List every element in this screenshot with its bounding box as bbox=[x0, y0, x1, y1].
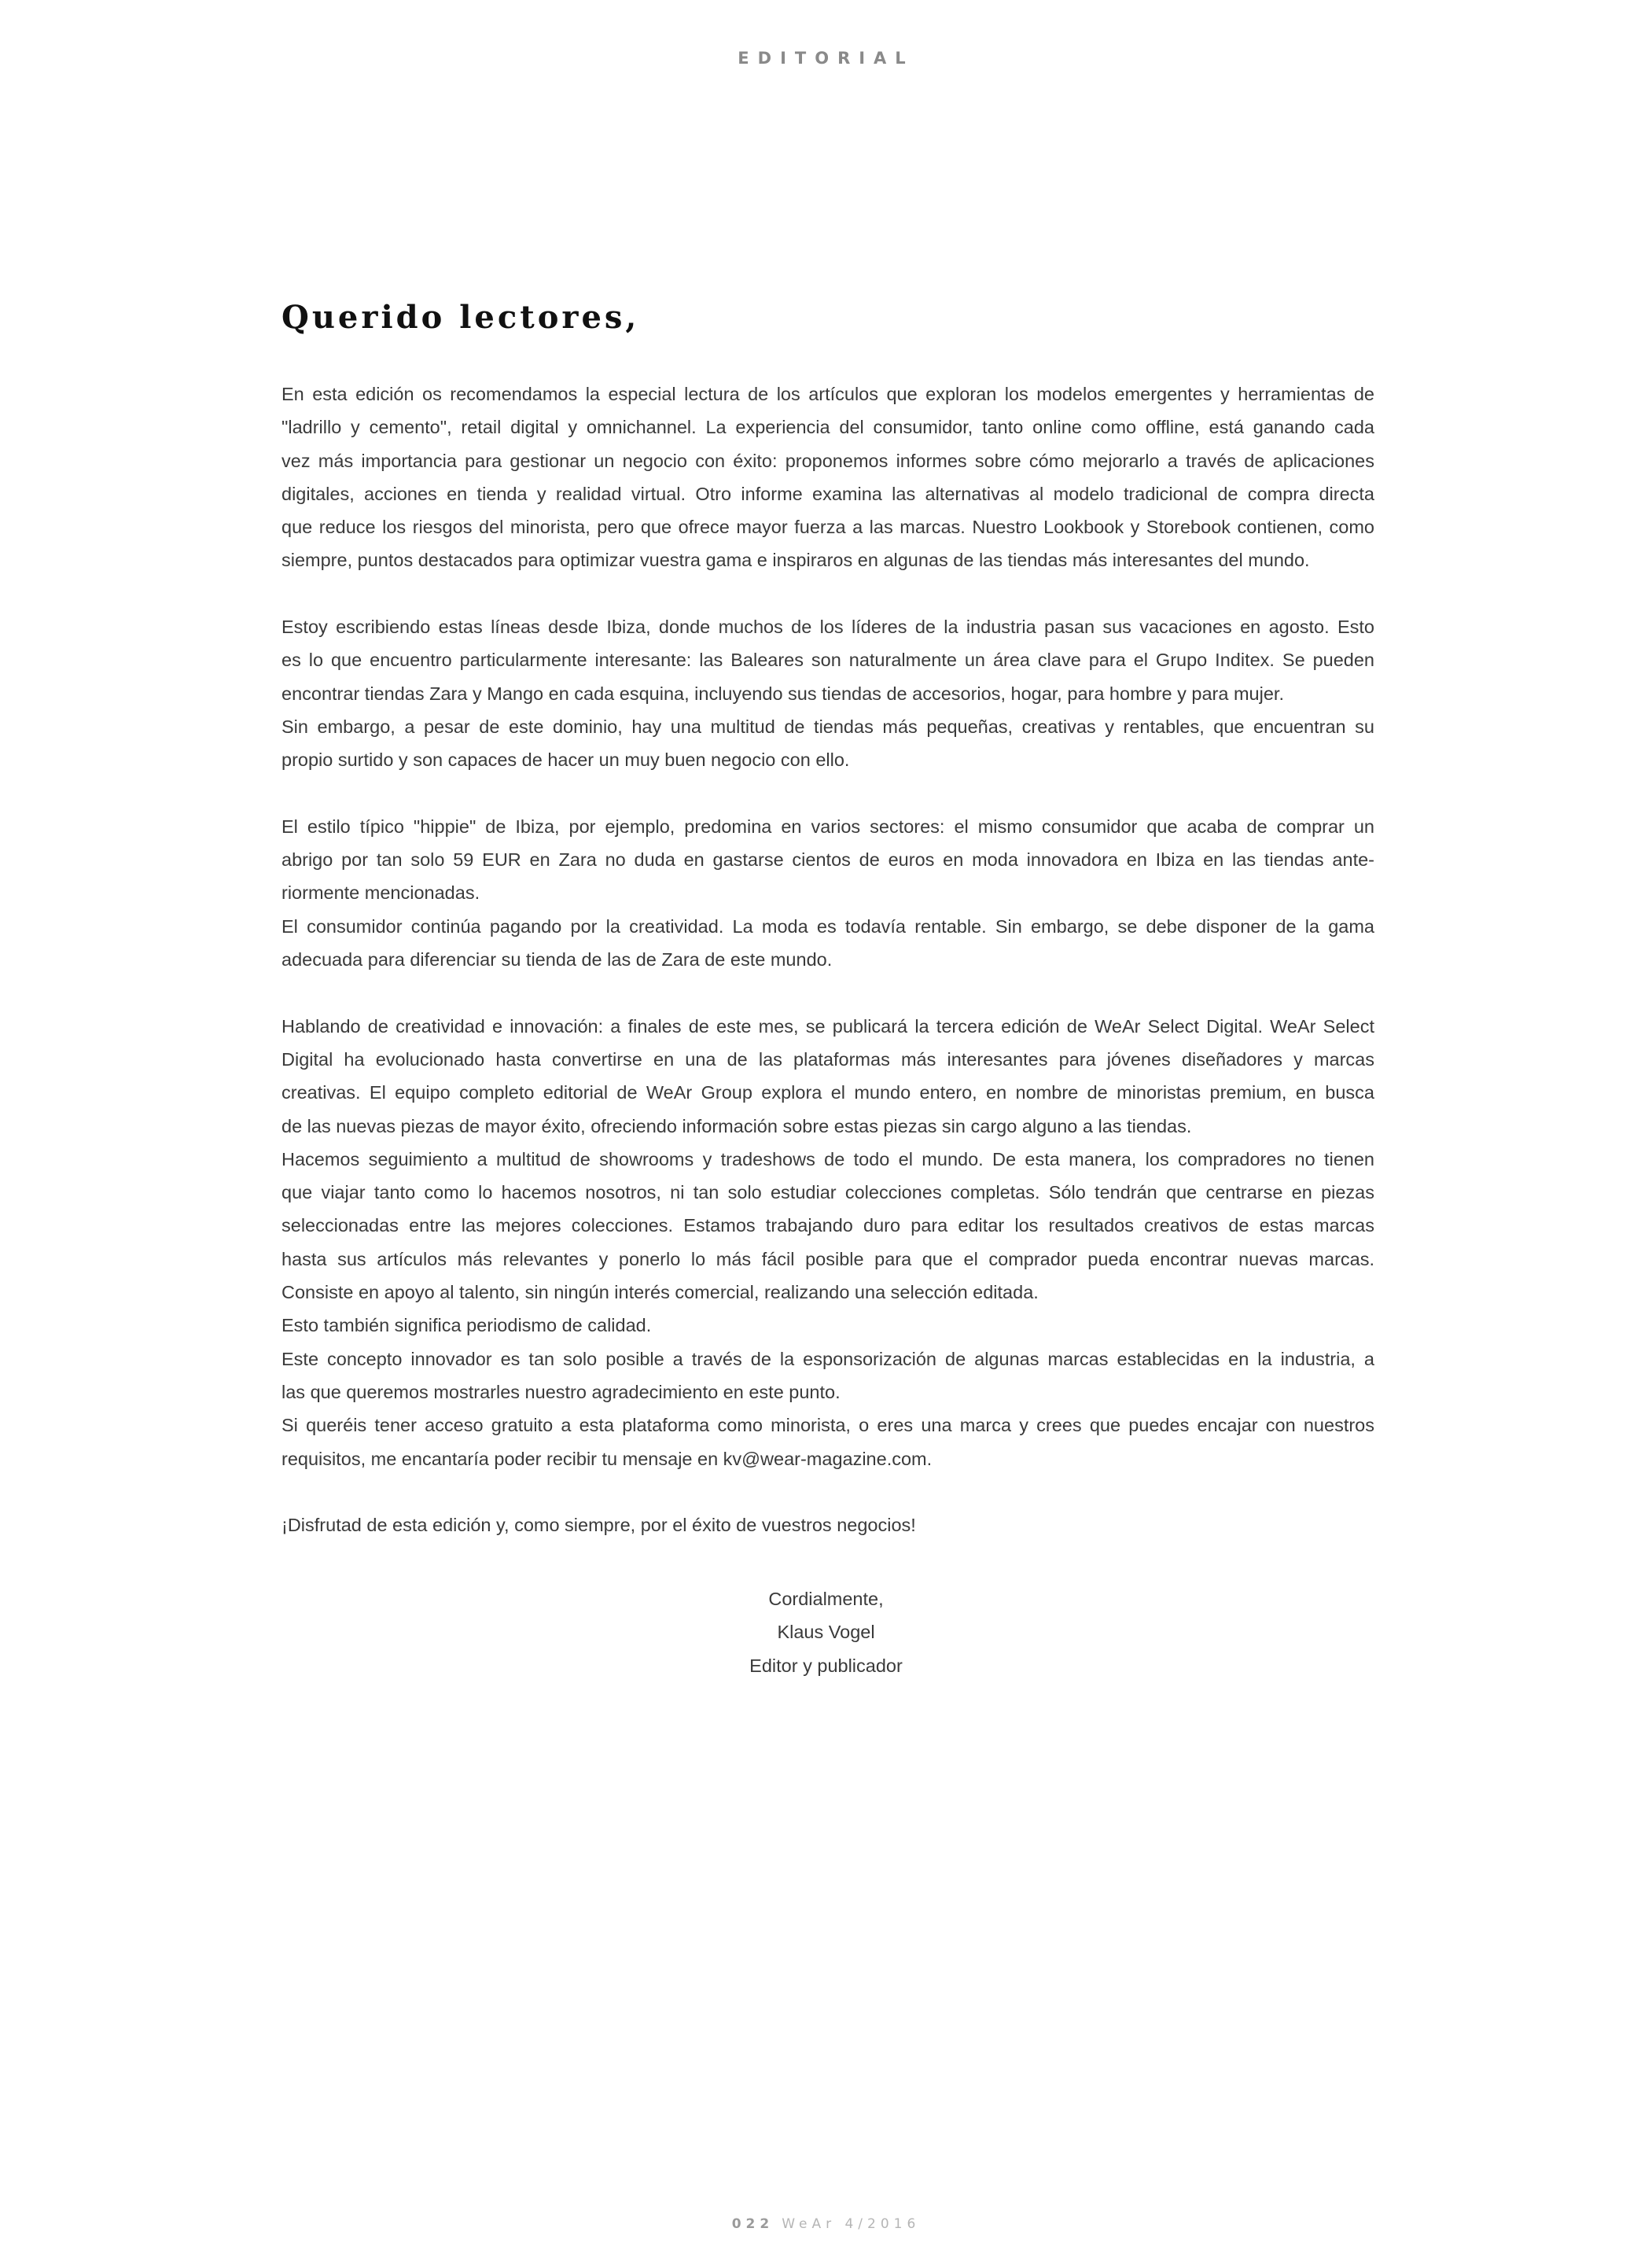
paragraph-line: riormente mencionadas. bbox=[281, 882, 480, 904]
letter-title: Querido lectores, bbox=[281, 299, 640, 336]
paragraph-line: digitales, acciones en tienda y realidad virtual. Otro informe examina las alternativas al modelo tradicional de compra directa bbox=[281, 483, 1374, 504]
paragraph-line: ¡Disfrutad de esta edición y, como siempre, por el éxito de vuestros negocios! bbox=[281, 1515, 916, 1536]
section-label: EDITORIAL bbox=[738, 49, 914, 68]
paragraph-line: siempre, puntos destacados para optimizar vuestra gama e inspiraros en algunas de las tiendas más interesantes del mundo. bbox=[281, 550, 1310, 571]
paragraph-line: El consumidor continúa pagando por la creatividad. La moda es todavía rentable. Sin embargo, se debe disponer de la gama bbox=[281, 915, 1374, 937]
paragraph-line: "ladrillo y cemento", retail digital y omnichannel. La experiencia del consumidor, tanto online como offline, está ganando cada bbox=[281, 417, 1374, 438]
paragraph-line: Esto también significa periodismo de calidad. bbox=[281, 1315, 652, 1336]
paragraph-line: En esta edición os recomendamos la especial lectura de los artículos que exploran los modelos emergentes y herramientas de bbox=[281, 384, 1374, 404]
paragraph bbox=[281, 378, 1374, 577]
paragraph bbox=[281, 610, 1374, 776]
signoff bbox=[0, 1582, 1652, 1682]
paragraph-line: creativas. El equipo completo editorial de WeAr Group explora el mundo entero, en nombre de minoristas premium, en busca bbox=[281, 1082, 1374, 1103]
paragraph-line: Hablando de creatividad e innovación: a finales de este mes, se publicará la tercera edición de WeAr Select Digital. WeAr Select bbox=[281, 1015, 1374, 1037]
paragraph-line: Si queréis tener acceso gratuito a esta plataforma como minorista, o eres una marca y crees que puedes encajar con nuestros bbox=[281, 1415, 1374, 1436]
paragraph-line: Hacemos seguimiento a multitud de showrooms y tradeshows de todo el mundo. De esta manera, los compradores no tienen bbox=[281, 1148, 1374, 1169]
paragraph-line: que reduce los riesgos del minorista, pero que ofrece mayor fuerza a las marcas. Nuestro Lookbook y Storebook contienen, como bbox=[281, 517, 1374, 538]
paragraph-line: que viajar tanto como lo hacemos nosotros, ni tan solo estudiar colecciones completas. Sólo tendrán que centrarse en piezas bbox=[281, 1182, 1374, 1203]
paragraph bbox=[281, 1508, 1374, 1541]
paragraph-line: abrigo por tan solo 59 EUR en Zara no duda en gastarse cientos de euros en moda innovadora en Ibiza en las tiendas ante- bbox=[281, 849, 1374, 871]
paragraph-line: de las nuevas piezas de mayor éxito, ofreciendo información sobre estas piezas sin cargo alguno a las tiendas. bbox=[281, 1115, 1192, 1136]
paragraph-line: vez más importancia para gestionar un negocio con éxito: proponemos informes sobre cómo mejorarlo a través de aplicaciones bbox=[281, 450, 1374, 471]
paragraph-line: Sin embargo, a pesar de este dominio, hay una multitud de tiendas más pequeñas, creativas y rentables, que encuentran su bbox=[281, 716, 1374, 737]
paragraph-line: requisitos, me encantaría poder recibir tu mensaje en kv@wear-magazine.com. bbox=[281, 1448, 933, 1469]
paragraph-line: es lo que encuentro particularmente interesante: las Baleares son naturalmente un área clave para el Grupo Inditex. Se pueden bbox=[281, 650, 1374, 671]
signoff-closing: Cordialmente, bbox=[768, 1589, 884, 1609]
page-number: 022 bbox=[731, 2216, 774, 2232]
paragraph-line: El estilo típico "hippie" de Ibiza, por ejemplo, predomina en varios sectores: el mismo consumidor que acaba de comprar un bbox=[281, 816, 1374, 837]
paragraph-line: propio surtido y son capaces de hacer un muy buen negocio con ello. bbox=[281, 749, 850, 771]
paragraph-line: Este concepto innovador es tan solo posible a través de la esponsorización de algunas marcas establecidas en la industria, a bbox=[281, 1348, 1374, 1369]
paragraph-line: encontrar tiendas Zara y Mango en cada esquina, incluyendo sus tiendas de accesorios, hogar, para hombre y para mujer. bbox=[281, 683, 1284, 704]
paragraph-line: adecuada para diferenciar su tienda de las de Zara de este mundo. bbox=[281, 949, 833, 970]
paragraph-line: las que queremos mostrarles nuestro agradecimiento en este punto. bbox=[281, 1381, 841, 1402]
publication-issue: WeAr 4/2016 bbox=[782, 2216, 921, 2232]
letter-body bbox=[281, 378, 1374, 1575]
paragraph bbox=[281, 810, 1374, 976]
signoff-name: Klaus Vogel bbox=[777, 1622, 875, 1643]
paragraph bbox=[281, 1010, 1374, 1475]
page-footer bbox=[0, 2216, 1652, 2232]
paragraph-line: Consiste en apoyo al talento, sin ningún interés comercial, realizando una selección editada. bbox=[281, 1282, 1039, 1303]
signoff-role: Editor y publicador bbox=[749, 1655, 903, 1676]
paragraph-line: Digital ha evolucionado hasta convertirse en una de las plataformas más interesantes para jóvenes diseñadores y marcas bbox=[281, 1048, 1374, 1070]
paragraph-line: hasta sus artículos más relevantes y ponerlo lo más fácil posible para que el comprador pueda encontrar nuevas marcas. bbox=[281, 1248, 1374, 1269]
paragraph-line: Estoy escribiendo estas líneas desde Ibiza, donde muchos de los líderes de la industria pasan sus vacaciones en agosto. Esto bbox=[281, 617, 1374, 638]
paragraph-line: seleccionadas entre las mejores colecciones. Estamos trabajando duro para editar los resultados creativos de estas marcas bbox=[281, 1215, 1374, 1236]
